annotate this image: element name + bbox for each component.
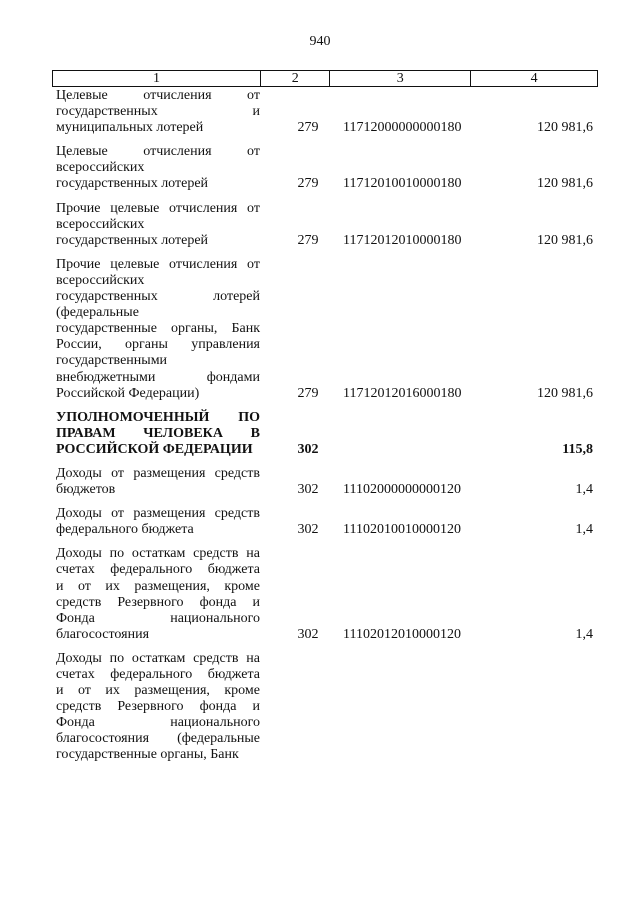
description-line: Прочие целевые отчисления от: [56, 256, 260, 272]
table-row: [56, 506, 596, 538]
description-line: Доходы от размещения средств: [56, 506, 260, 522]
description-line: счетах федерального бюджета: [56, 562, 260, 578]
row-amount: 120 981,6: [537, 232, 593, 248]
description-line: счетах федерального бюджета: [56, 667, 260, 682]
description-line: Фонда национального: [56, 610, 260, 626]
description-line: федерального бюджета: [56, 522, 194, 538]
table-row: [56, 546, 596, 643]
table-row: [56, 466, 596, 498]
row-code: 279: [297, 120, 319, 136]
row-description: [56, 201, 260, 249]
description-line: Целевые отчисления от: [56, 88, 260, 103]
description-line: и от их размещения, кроме: [56, 683, 260, 699]
row-description: [56, 88, 260, 136]
description-line: России, органы управления: [56, 337, 260, 353]
row-code: 302: [297, 482, 319, 498]
description-line: государственных лотерей: [56, 289, 260, 305]
description-line: муниципальных лотерей: [56, 120, 204, 136]
row-amount: 1,4: [575, 626, 593, 642]
description-line: бюджетов: [56, 482, 116, 498]
table-row: [56, 257, 596, 402]
description-line: Доходы по остаткам средств на: [56, 650, 260, 666]
description-line: (федеральные: [56, 305, 139, 321]
row-amount: 120 981,6: [537, 120, 593, 136]
description-line: средств Резервного фонда и: [56, 699, 260, 715]
row-amount: 120 981,6: [537, 385, 593, 401]
description-line: всероссийских: [56, 160, 145, 176]
revenue-table-body: [56, 88, 596, 772]
column-header-2: 2: [261, 71, 330, 87]
description-line: Фонда национального: [56, 715, 260, 731]
row-description: [56, 466, 260, 498]
row-code: 302: [297, 441, 319, 457]
row-code: 302: [297, 626, 319, 642]
row-budget-code: 11712010010000180: [343, 176, 462, 192]
row-code: 279: [297, 385, 319, 401]
row-budget-code: 11712012016000180: [343, 385, 462, 401]
description-line: государственных и: [56, 104, 260, 120]
description-line: ПРАВАМ ЧЕЛОВЕКА В: [56, 425, 260, 441]
table-row: [56, 201, 596, 249]
description-line: средств Резервного фонда и: [56, 594, 260, 610]
row-code: 279: [297, 232, 319, 248]
row-budget-code: 11712000000000180: [343, 120, 462, 136]
description-line: Доходы от размещения средств: [56, 465, 260, 481]
description-line: государственных лотерей: [56, 232, 209, 248]
row-amount: 1,4: [575, 482, 593, 498]
description-line: Российской Федерации): [56, 385, 200, 401]
row-description: [56, 144, 260, 192]
row-description: [56, 506, 260, 538]
table-row: [56, 410, 596, 458]
description-line: и от их размещения, кроме: [56, 578, 260, 594]
column-header-4: 4: [471, 71, 598, 87]
description-line: Целевые отчисления от: [56, 144, 260, 160]
page-number: 940: [309, 34, 331, 49]
column-header-row: [53, 71, 598, 87]
row-description: [56, 651, 260, 764]
row-code: 279: [297, 176, 319, 192]
description-line: государственными: [56, 353, 168, 369]
description-line: всероссийских: [56, 272, 145, 288]
row-description: [56, 257, 260, 402]
row-budget-code: 11102010010000120: [343, 522, 461, 538]
description-line: всероссийских: [56, 216, 145, 232]
description-line: УПОЛНОМОЧЕННЫЙ ПО: [56, 409, 260, 425]
column-header-3: 3: [330, 71, 471, 87]
row-budget-code: 11102000000000120: [343, 482, 461, 498]
description-line: Прочие целевые отчисления от: [56, 200, 260, 216]
row-budget-code: 11102012010000120: [343, 626, 461, 642]
column-header-table: [52, 70, 598, 87]
row-budget-code: 11712012010000180: [343, 232, 462, 248]
row-description: [56, 546, 260, 643]
row-amount: 120 981,6: [537, 176, 593, 192]
table-row: [56, 651, 596, 764]
row-amount: 1,4: [575, 522, 593, 538]
table-row: [56, 144, 596, 192]
description-line: государственных лотерей: [56, 176, 209, 192]
description-line: государственные органы, Банк: [56, 747, 239, 763]
table-row: [56, 88, 596, 136]
description-line: РОССИЙСКОЙ ФЕДЕРАЦИИ: [56, 441, 253, 457]
row-amount: 115,8: [562, 441, 593, 457]
row-code: 302: [297, 522, 319, 538]
column-header-1: 1: [53, 71, 261, 87]
description-line: благосостояния (федеральные: [56, 731, 260, 747]
description-line: государственные органы, Банк: [56, 321, 260, 337]
description-line: Доходы по остаткам средств на: [56, 546, 260, 562]
description-line: благосостояния: [56, 626, 150, 642]
description-line: внебюджетными фондами: [56, 369, 260, 385]
row-description: [56, 410, 260, 458]
